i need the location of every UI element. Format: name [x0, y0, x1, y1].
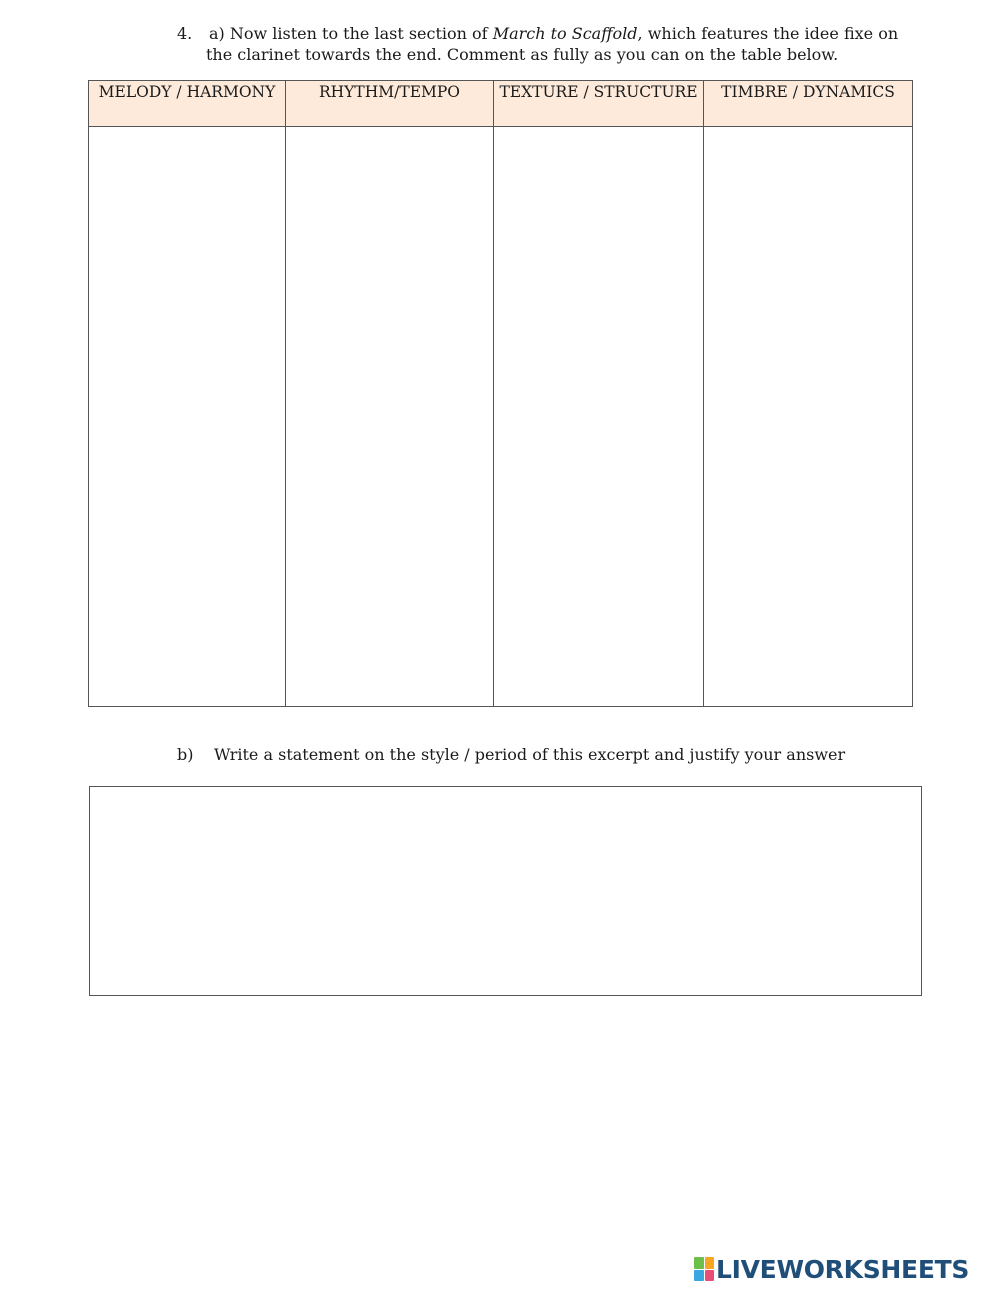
question-intro: a) Now listen to the last section of: [209, 24, 493, 43]
header-melody-harmony: MELODY / HARMONY: [89, 81, 286, 127]
question-b-text: Write a statement on the style / period of this excerpt and justify your answer: [214, 745, 846, 764]
brand-text: LIVEWORKSHEETS: [716, 1254, 970, 1284]
header-rhythm-tempo: RHYTHM/TEMPO: [286, 81, 494, 127]
question-4-line-1: [177, 24, 898, 43]
header-timbre-dynamics: TIMBRE / DYNAMICS: [704, 81, 913, 127]
liveworksheets-brand: [694, 1254, 969, 1284]
work-title: March to Scaffold: [492, 24, 638, 43]
question-number: 4.: [177, 24, 193, 43]
answer-cell-rhythm-tempo[interactable]: [286, 127, 494, 707]
question-4-line-2: the clarinet towards the end. Comment as fully as you can on the table below.: [206, 45, 839, 64]
answer-cell-texture-structure[interactable]: [494, 127, 704, 707]
answer-table: [88, 80, 913, 707]
question-b: [177, 745, 845, 764]
style-period-answer-box[interactable]: [89, 786, 922, 996]
answer-cell-melody-harmony[interactable]: [89, 127, 286, 707]
answer-cell-timbre-dynamics[interactable]: [704, 127, 913, 707]
liveworksheets-logo-icon: [694, 1257, 714, 1281]
question-intro-end: , which features the idee fixe on: [637, 24, 899, 43]
header-texture-structure: TEXTURE / STRUCTURE: [494, 81, 704, 127]
table-row: [89, 127, 913, 707]
table-header-row: [89, 81, 913, 127]
question-b-letter: b): [177, 745, 194, 764]
